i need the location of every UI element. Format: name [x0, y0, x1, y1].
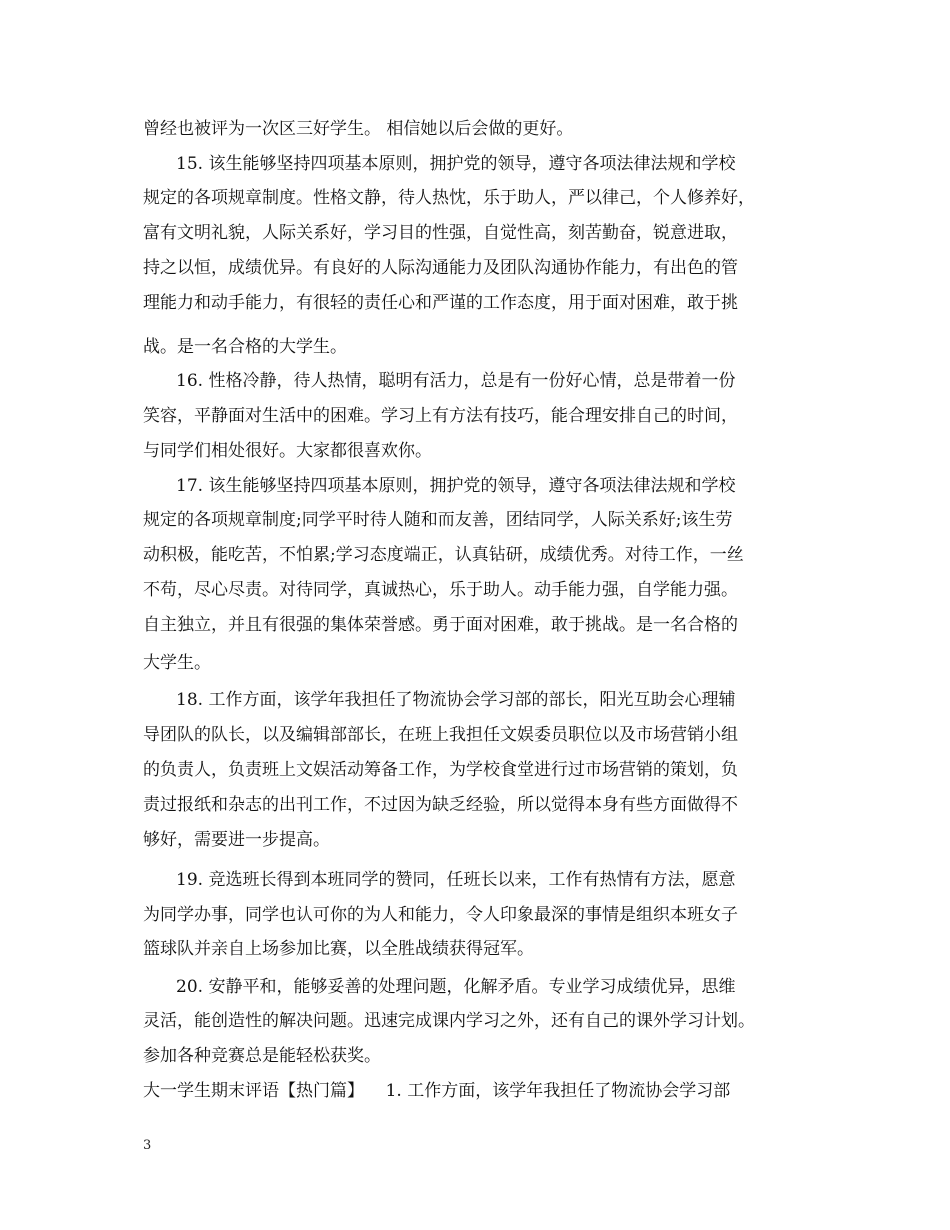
text-line: 富有文明礼貌，人际关系好，学习目的性强，自觉性高，刻苦勤奋，锐意进取， [143, 223, 738, 243]
text-line: 够好，需要进一步提高。 [143, 830, 330, 850]
text-line: 篮球队并亲自上场参加比赛，以全胜战绩获得冠军。 [143, 939, 534, 959]
text-line: 大学生。 [143, 653, 211, 673]
text-line: 15. 该生能够坚持四项基本原则，拥护党的领导，遵守各项法律法规和学校 [176, 154, 736, 174]
text-line: 为同学办事，同学也认可你的为人和能力，令人印象最深的事情是组织本班女子 [143, 905, 738, 925]
text-line: 18. 工作方面，该学年我担任了物流协会学习部的部长，阳光互助会心理辅 [176, 690, 736, 710]
text-line: 责过报纸和杂志的出刊工作，不过因为缺乏经验，所以觉得本身有些方面做得不 [143, 795, 738, 815]
text-line: 规定的各项规章制度。性格文静，待人热忱，乐于助人，严以律己，个人修养好， [143, 188, 755, 208]
text-line: 动积极，能吃苦，不怕累;学习态度端正，认真钻研，成绩优秀。对待工作，一丝 [143, 545, 744, 565]
text-line: 不苟，尽心尽责。对待同学，真诚热心，乐于助人。动手能力强，自学能力强。 [143, 580, 738, 600]
text-line: 20. 安静平和，能够妥善的处理问题，化解矛盾。专业学习成绩优异，思维 [176, 977, 736, 997]
text-line: 灵活，能创造性的解决问题。迅速完成课内学习之外，还有自己的课外学习计划。 [143, 1011, 755, 1031]
text-line: 的负责人，负责班上文娱活动筹备工作，为学校食堂进行过市场营销的策划，负 [143, 760, 738, 780]
text-line: 战。是一名合格的大学生。 [143, 337, 347, 357]
text-line: 导团队的队长，以及编辑部部长，在班上我担任文娱委员职位以及市场营销小组 [143, 725, 738, 745]
text-line: 笑容，平静面对生活中的困难。学习上有方法有技巧，能合理安排自己的时间， [143, 406, 738, 426]
text-line: 19. 竞选班长得到本班同学的赞同，任班长以来，工作有热情有方法，愿意 [176, 870, 736, 890]
text-line: 理能力和动手能力，有很轻的责任心和严谨的工作态度，用于面对困难，敢于挑 [143, 293, 738, 313]
text-line: 参加各种竞赛总是能轻松获奖。 [143, 1046, 381, 1066]
text-line: 规定的各项规章制度;同学平时待人随和而友善，团结同学，人际关系好;该生劳 [143, 510, 733, 530]
text-line: 曾经也被评为一次区三好学生。 相信她以后会做的更好。 [143, 119, 574, 139]
text-line: 16. 性格冷静，待人热情，聪明有活力，总是有一份好心情，总是带着一份 [176, 371, 736, 391]
text-line: 与同学们相处很好。大家都很喜欢你。 [143, 441, 432, 461]
text-line: 大一学生期末评语【热门篇】 1. 工作方面，该学年我担任了物流协会学习部 [143, 1081, 731, 1101]
page-number: 3 [143, 1138, 152, 1153]
text-line: 持之以恒，成绩优异。有良好的人际沟通能力及团队沟通协作能力，有出色的管 [143, 258, 738, 278]
text-line: 自主独立，并且有很强的集体荣誉感。勇于面对困难，敢于挑战。是一名合格的 [143, 615, 738, 635]
text-line: 17. 该生能够坚持四项基本原则，拥护党的领导，遵守各项法律法规和学校 [176, 476, 736, 496]
